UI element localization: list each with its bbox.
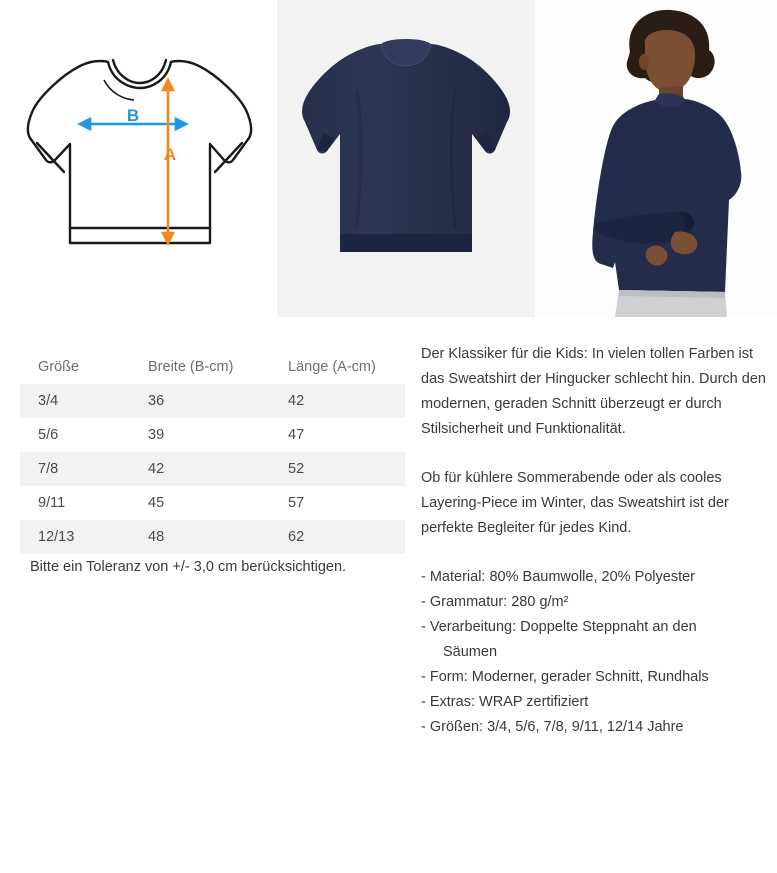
- description-paragraph-1: Der Klassiker für die Kids: In vielen tollen Farben ist das Sweatshirt der Hingucker schlecht hin. Durch den modernen, geraden Schnitt überzeugt er durch Stilsicherheit und Funktionalität.: [421, 346, 766, 437]
- product-image-strip: [0, 0, 777, 317]
- cell-size: 3/4: [20, 384, 130, 418]
- flat-lay-photo-svg: [277, 0, 535, 317]
- cell-length: 57: [270, 486, 405, 520]
- spec-material: - Material: 80% Baumwolle, 20% Polyester: [421, 569, 696, 585]
- tolerance-note: Bitte ein Toleranz von +/- 3,0 cm berücksichtigen.: [30, 559, 347, 575]
- size-chart-table: [20, 350, 405, 554]
- model-photo-svg: [535, 0, 777, 317]
- spec-processing-cont: Säumen: [443, 644, 498, 660]
- size-chart-body: [20, 384, 405, 554]
- cell-width: 39: [130, 418, 270, 452]
- measurement-diagram-svg: [0, 0, 277, 317]
- spec-shape: - Form: Moderner, gerader Schnitt, Rundhals: [421, 669, 709, 685]
- cell-length: 47: [270, 418, 405, 452]
- spec-list: [421, 565, 766, 740]
- cell-width: 36: [130, 384, 270, 418]
- cell-width: 48: [130, 520, 270, 554]
- header-width: Breite (B-cm): [130, 350, 270, 384]
- cell-width: 45: [130, 486, 270, 520]
- model-photo: [535, 0, 777, 317]
- header-size: Größe: [20, 350, 130, 384]
- header-length: Länge (A-cm): [270, 350, 405, 384]
- flat-lay-photo: [277, 0, 535, 317]
- table-row: [20, 452, 405, 486]
- width-label: B: [126, 106, 140, 125]
- spec-processing: - Verarbeitung: Doppelte Steppnaht an den: [421, 619, 697, 635]
- cell-size: 7/8: [20, 452, 130, 486]
- spec-extras: - Extras: WRAP zertifiziert: [421, 694, 589, 710]
- cell-size: 5/6: [20, 418, 130, 452]
- size-chart-header: [20, 350, 405, 384]
- details-section: [0, 317, 777, 873]
- table-row: [20, 520, 405, 554]
- cell-width: 42: [130, 452, 270, 486]
- spec-weight: - Grammatur: 280 g/m²: [421, 594, 569, 610]
- product-description: [421, 342, 766, 740]
- length-label: A: [163, 145, 177, 164]
- cell-length: 62: [270, 520, 405, 554]
- cell-length: 42: [270, 384, 405, 418]
- table-row: [20, 486, 405, 520]
- table-header-row: [20, 350, 405, 384]
- description-paragraph-2: Ob für kühlere Sommerabende oder als cooles Layering-Piece im Winter, das Sweatshirt ist der perfekte Begleiter für jedes Kind.: [421, 470, 729, 536]
- cell-size: 9/11: [20, 486, 130, 520]
- spec-sizes: - Größen: 3/4, 5/6, 7/8, 9/11, 12/14 Jahre: [421, 719, 684, 735]
- table-row: [20, 384, 405, 418]
- measurement-diagram: [0, 0, 277, 317]
- table-row: [20, 418, 405, 452]
- cell-length: 52: [270, 452, 405, 486]
- cell-size: 12/13: [20, 520, 130, 554]
